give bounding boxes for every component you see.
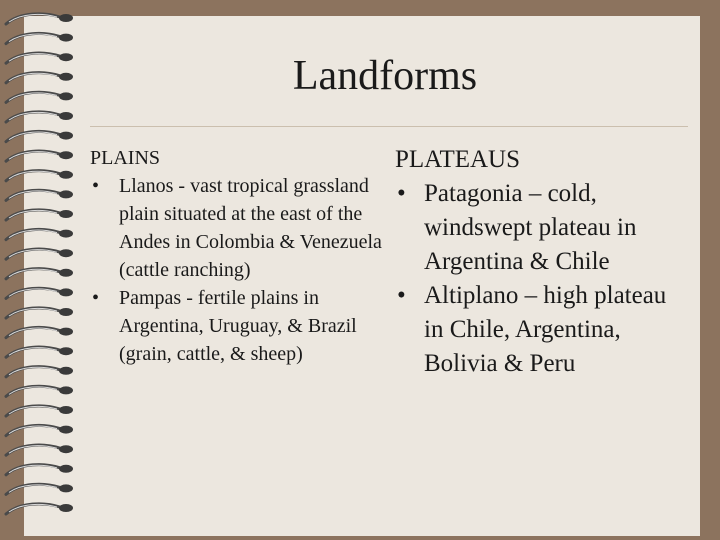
spiral-coil — [6, 92, 73, 102]
spiral-coil — [6, 327, 73, 337]
bullet-glyph: • — [397, 180, 406, 207]
spiral-coil — [6, 53, 73, 63]
bullet-glyph: • — [92, 175, 100, 197]
spiral-coil — [6, 425, 73, 435]
spiral-binding — [0, 0, 90, 540]
spiral-coil — [6, 210, 73, 220]
title-divider — [90, 126, 688, 127]
spiral-coil — [6, 33, 73, 43]
spiral-coil — [6, 190, 73, 200]
list-item — [90, 284, 390, 368]
plains-list — [90, 172, 390, 368]
spiral-coil — [6, 367, 73, 377]
spiral-coil — [6, 308, 73, 318]
spiral-coil — [6, 229, 73, 239]
list-item — [395, 177, 685, 279]
plains-column — [90, 144, 390, 368]
spiral-coil — [6, 269, 73, 279]
slide-title: Landforms — [292, 53, 478, 99]
list-item — [90, 172, 390, 284]
spiral-coil — [6, 73, 73, 83]
plateaus-list — [395, 177, 685, 381]
spiral-coil — [6, 347, 73, 357]
spiral-coil — [6, 14, 73, 24]
plateaus-item-text: Altiplano – high plateau in Chile, Argentina, Bolivia & Peru — [424, 282, 667, 377]
list-item — [395, 279, 685, 381]
plateaus-column — [395, 143, 685, 381]
spiral-coil — [6, 151, 73, 161]
plains-heading: PLAINS — [90, 147, 161, 169]
spiral-coil — [6, 112, 73, 122]
spiral-coil — [6, 288, 73, 298]
spiral-coil — [6, 445, 73, 455]
plateaus-item-text: Patagonia – cold, windswept plateau in Argentina & Chile — [424, 180, 637, 275]
spiral-coil — [6, 131, 73, 141]
spiral-coil — [6, 386, 73, 396]
bullet-glyph: • — [397, 282, 406, 309]
plains-item-text: Llanos - vast tropical grassland plain situated at the east of the Andes in Colombia & Venezuela (cattle ranching) — [119, 175, 382, 281]
bullet-glyph: • — [92, 287, 100, 309]
spiral-coil — [6, 171, 73, 181]
spiral-coil — [6, 406, 73, 416]
plateaus-heading: PLATEAUS — [395, 146, 521, 173]
spiral-coil — [6, 504, 73, 514]
spiral-coil — [6, 249, 73, 259]
spiral-coil — [6, 465, 73, 475]
spiral-coil — [6, 484, 73, 494]
plains-item-text: Pampas - fertile plains in Argentina, Uruguay, & Brazil (grain, cattle, & sheep) — [119, 287, 357, 365]
